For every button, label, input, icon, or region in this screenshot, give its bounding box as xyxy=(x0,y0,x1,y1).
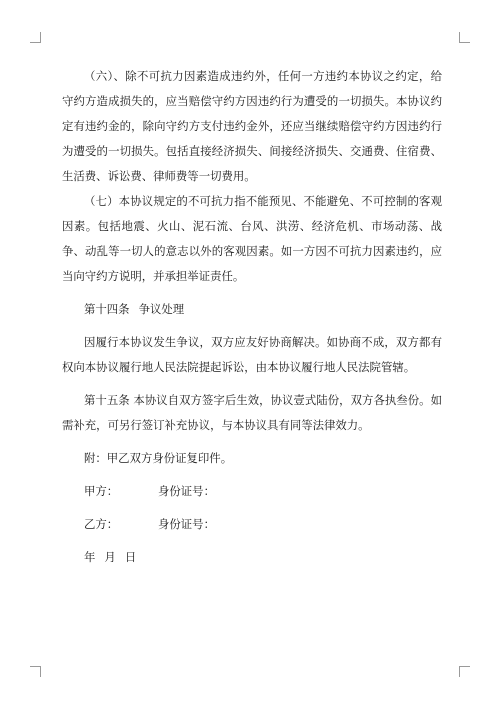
clause-6-paragraph: （六）、除不可抗力因素造成违约外，任何一方违约本协议之约定，给守约方造成损失的，应当赔偿守约方因违约行为遭受的一切损失。本协议约定有违约金的，除向守约方支付违约金外，还应当继续赔偿守约方因违约行为遭受的一切损失。包括直接经济损失、间接经济损失、交通费、住宿费、生活费、诉讼费、律师费等一切费用。 xyxy=(62,69,442,183)
date-month: 月 xyxy=(104,550,116,564)
article-14-heading xyxy=(62,297,442,322)
document-body xyxy=(62,64,442,570)
party-b-id-label: 身份证号： xyxy=(158,517,215,531)
party-a-id-label: 身份证号： xyxy=(158,484,215,498)
party-a-signature-line xyxy=(62,479,442,504)
date-day: 日 xyxy=(124,550,137,564)
clause-7-paragraph: （七）本协议规定的不可抗力指不能预见、不能避免、不可控制的客观因素。包括地震、火山、泥石流、台风、洪涝、经济危机、市场动荡、战争、动乱等一切人的意志以外的客观因素。如一方因不可抗力因素违约，应当向守约方说明，并承担举证责任。 xyxy=(62,194,442,283)
party-b-signature-line xyxy=(62,512,442,537)
article-14-number: 第十四条 xyxy=(84,302,130,316)
article-14-paragraph: 因履行本协议发生争议，双方应友好协商解决。如协商不成，双方都有权向本协议履行地人民法院提起诉讼，由本协议履行地人民法院管辖。 xyxy=(62,335,442,374)
date-line xyxy=(62,545,442,570)
date-year: 年 xyxy=(84,550,96,564)
article-14-title: 争议处理 xyxy=(138,302,185,316)
party-b-label: 乙方： xyxy=(84,517,119,531)
crop-mark-bottom-left xyxy=(30,666,41,677)
crop-mark-top-left xyxy=(30,32,41,43)
attachment-note: 附：甲乙双方身份证复印件。 xyxy=(84,451,233,465)
party-a-label: 甲方： xyxy=(84,484,119,498)
article-15-paragraph: 第十五条 本协议自双方签字后生效，协议壹式陆份，双方各执叁份。如需补充，可另行签订补充协议，与本协议具有同等法律效力。 xyxy=(62,393,442,432)
crop-mark-bottom-right xyxy=(459,666,470,677)
crop-mark-top-right xyxy=(459,32,470,43)
